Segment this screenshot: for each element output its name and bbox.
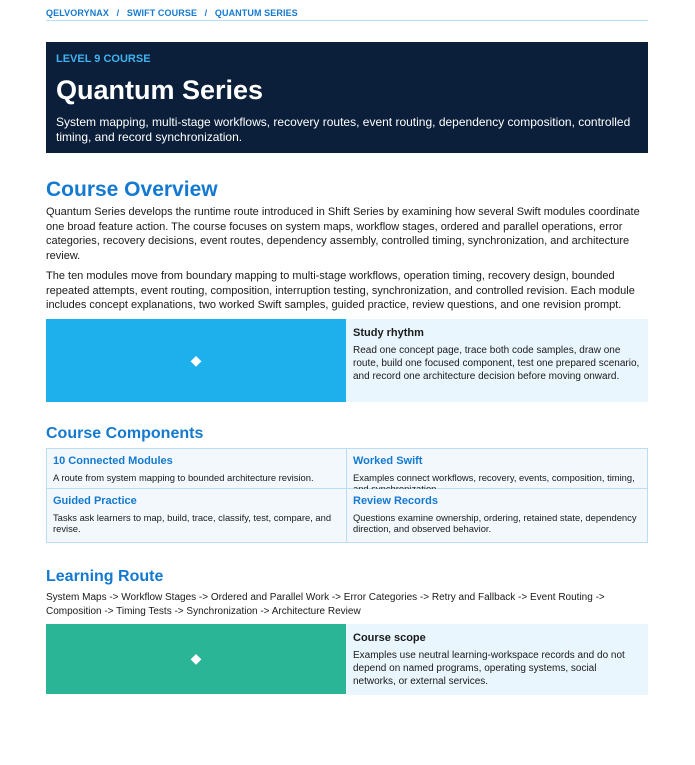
component-card [347,489,647,542]
study-rhythm-description: Read one concept page, trace both code samples, draw one route, build one focused component, test one prepared scenario, and record one architecture decision before moving onward. [353,344,640,382]
component-title: Review Records [353,494,438,507]
route-heading: Learning Route [46,567,164,585]
breadcrumb [46,0,648,21]
study-rhythm-title: Study rhythm [353,326,424,339]
course-scope-text [346,624,648,695]
overview-paragraph-1: Quantum Series develops the runtime route introduced in Shift Series by examining how several Swift modules coordinate one broad feature action. The course focuses on system maps, workflow stages, ordered and parallel operations, error categories, recovery decisions, event routes, dependency assembly, controlled timing, synchronization, and architecture review. [46,206,640,262]
components-heading: Course Components [46,424,204,442]
component-title: Guided Practice [53,494,137,507]
breadcrumb-item-current: QUANTUM SERIES [214,8,298,18]
study-rhythm-visual [46,319,346,402]
breadcrumb-item-home[interactable]: QELVORYNAX [46,8,110,18]
breadcrumb-item-course[interactable]: SWIFT COURSE [126,8,198,18]
page-title: Quantum Series [56,75,264,105]
course-scope-callout [46,624,648,695]
study-rhythm-callout [46,319,648,402]
hero-banner [46,42,648,153]
component-description: Tasks ask learners to map, build, trace, classify, test, compare, and revise. [53,511,332,534]
course-scope-description: Examples use neutral learning-workspace records and do not depend on named programs, operating systems, social networks, or external services. [353,649,625,687]
component-card [47,489,347,542]
course-scope-visual [46,624,346,694]
hero-description: System mapping, multi-stage workflows, recovery routes, event routing, dependency composition, controlled timing, and record synchronization. [56,115,631,144]
component-description: Examples connect workflows, recovery, events, composition, timing, [353,471,635,483]
component-card [347,449,647,489]
route-text: System Maps -> Workflow Stages -> Ordered and Parallel Work -> Error Categories -> Retry and Fallback -> Event Routing -> Composition -> Timing Tests -> Synchronization -> Architecture Review [46,591,605,617]
diamond-icon: ◆ [190,650,202,666]
course-scope-title: Course scope [353,631,426,644]
component-description: Questions examine ownership, ordering, retained state, dependency direction, and observed behavior. [353,511,637,534]
component-description: A route from system mapping to bounded architecture revision. [53,471,314,483]
overview-heading: Course Overview [46,178,218,201]
study-rhythm-text [346,319,648,402]
overview-paragraph-2: The ten modules move from boundary mapping to multi-stage workflows, operation timing, recovery design, bounded repeated attempts, event routing, composition, interruption testing, synchronization, and controlled revision. Each module includes concept explanations, two worked Swift samples, guided practice, review questions, and one revision prompt. [46,270,635,311]
components-grid [46,448,648,543]
hero-kicker: LEVEL 9 COURSE [56,53,151,65]
diamond-icon: ◆ [190,351,202,368]
component-card [47,449,347,489]
component-title: 10 Connected Modules [53,454,173,467]
breadcrumb-separator: / [204,8,208,18]
component-title: Worked Swift [353,454,423,467]
breadcrumb-separator: / [116,8,120,18]
